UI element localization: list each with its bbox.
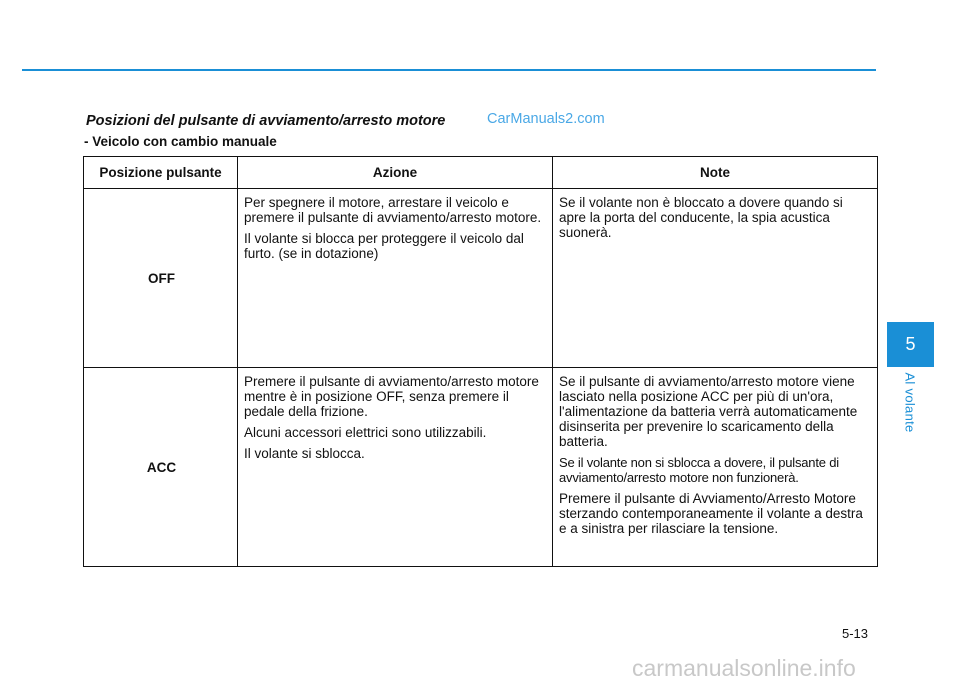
note-text: Se il volante non si sblocca a dovere, il pulsante di avviamento/arresto motore non funzionerà.: [559, 455, 839, 485]
header-position: Posizione pulsante: [84, 157, 238, 189]
table-row: [84, 368, 878, 567]
chapter-label: [890, 367, 930, 437]
table-header-row: [84, 157, 878, 189]
note-text: Premere il pulsante di Avviamento/Arresto Motore sterzando contemporaneamente il volante a destra e a sinistra per rilasciare la tensione.: [559, 491, 863, 536]
action-text: Alcuni accessori elettrici sono utilizzabili.: [244, 425, 487, 440]
action-cell: [238, 189, 553, 368]
action-text: Premere il pulsante di avviamento/arresto motore mentre è in posizione OFF, senza premere il pedale della frizione.: [244, 374, 539, 419]
action-text: Il volante si sblocca.: [244, 446, 365, 461]
chapter-label-text: Al volante: [902, 371, 918, 433]
page-number: 5-13: [842, 626, 869, 641]
position-table: [83, 156, 878, 567]
note-cell: [553, 189, 878, 368]
position-cell: OFF: [84, 189, 238, 368]
header-action: Azione: [238, 157, 553, 189]
action-cell: [238, 368, 553, 567]
action-text: Per spegnere il motore, arrestare il veicolo e premere il pulsante di avviamento/arresto motore.: [244, 195, 542, 225]
note-text: Se il pulsante di avviamento/arresto motore viene lasciato nella posizione ACC per più di un'ora, l'alimentazione da batteria verrà automaticamente disinserita per prevenire lo scaricamento della batteria.: [559, 374, 858, 449]
chapter-tab[interactable]: 5: [887, 322, 934, 367]
footer-watermark: carmanualsonline.info: [632, 655, 856, 681]
watermark-link[interactable]: CarManuals2.com: [487, 111, 605, 127]
note-text: Se il volante non è bloccato a dovere quando si apre la porta del conducente, la spia acustica suonerà.: [559, 195, 843, 240]
top-rule: [22, 69, 876, 71]
action-text: Il volante si blocca per proteggere il veicolo dal furto. (se in dotazione): [244, 231, 524, 261]
note-cell: [553, 368, 878, 567]
position-cell: ACC: [84, 368, 238, 567]
section-title: Posizioni del pulsante di avviamento/arresto motore: [86, 113, 446, 129]
header-note: Note: [553, 157, 878, 189]
subtitle: - Veicolo con cambio manuale: [84, 134, 277, 149]
table-row: [84, 189, 878, 368]
